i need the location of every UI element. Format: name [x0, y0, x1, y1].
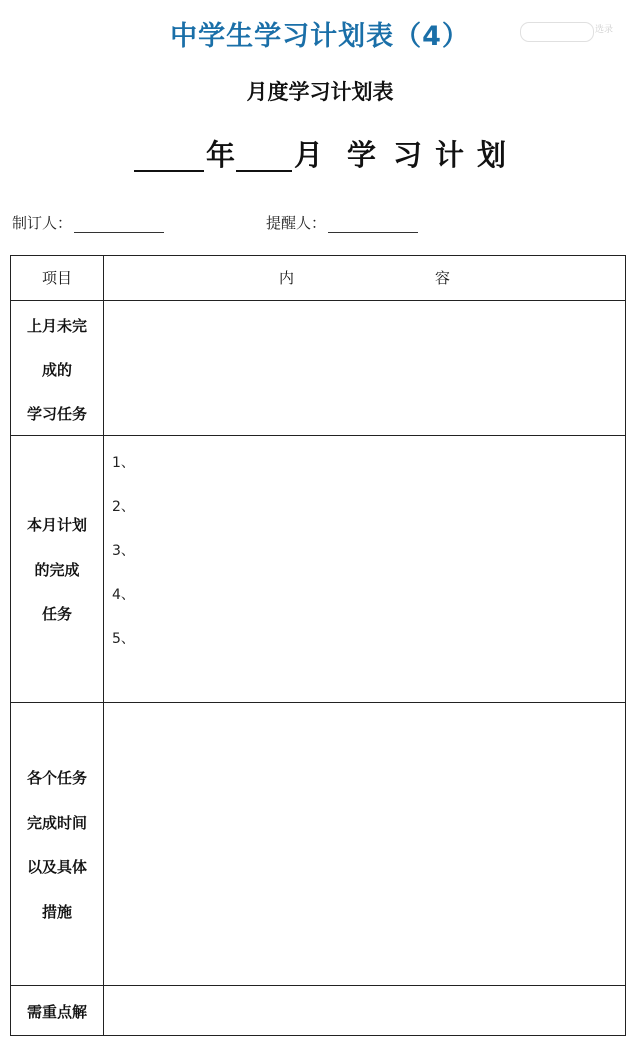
heading-char: 划 [477, 138, 507, 172]
header-item: 项目 [41, 269, 72, 287]
table-divider [11, 435, 625, 436]
page-title: 中学生学习计划表（4） [170, 21, 470, 52]
maker-label: 制订人： [12, 214, 73, 232]
reminder-field [266, 212, 418, 233]
watermark-tag: 选录 [595, 25, 614, 35]
year-char: 年 [206, 138, 236, 172]
maker-blank[interactable] [74, 218, 164, 233]
row-label-line: 以及具体 [26, 858, 87, 876]
month-blank[interactable] [236, 170, 292, 172]
reminder-label: 提醒人： [266, 214, 327, 232]
list-item: 2、 [112, 499, 135, 515]
row-label-line: 学习任务 [26, 405, 87, 423]
row-label-line: 任务 [41, 605, 72, 623]
table-divider [11, 985, 625, 986]
table-divider [103, 256, 104, 1035]
header-content-char: 内 [279, 269, 295, 287]
table-divider [11, 300, 625, 301]
list-item: 1、 [112, 455, 135, 471]
table-divider [11, 702, 625, 703]
heading-char: 计 [435, 138, 465, 172]
month-char: 月 [294, 138, 324, 172]
row-label-line: 成的 [41, 361, 72, 379]
watermark-logo [520, 22, 594, 42]
maker-field [12, 212, 164, 233]
row-label-line: 本月计划 [26, 516, 87, 534]
row-label-line: 各个任务 [26, 769, 87, 787]
row-label-line: 措施 [41, 903, 72, 921]
heading-char: 学 [347, 138, 377, 172]
list-item: 5、 [112, 631, 135, 647]
reminder-blank[interactable] [328, 218, 418, 233]
header-content-char: 容 [435, 269, 451, 287]
plan-table [10, 255, 626, 1036]
plan-heading [0, 136, 640, 176]
year-blank[interactable] [134, 170, 204, 172]
list-item: 3、 [112, 543, 135, 559]
row-label-line: 完成时间 [26, 814, 87, 832]
list-item: 4、 [112, 587, 135, 603]
row-label-line: 需重点解 [26, 1003, 87, 1021]
heading-char: 习 [393, 138, 423, 172]
watermark [520, 18, 620, 44]
subtitle: 月度学习计划表 [246, 80, 394, 104]
row-label-line: 上月未完 [26, 317, 87, 335]
row-label-line: 的完成 [34, 561, 80, 579]
